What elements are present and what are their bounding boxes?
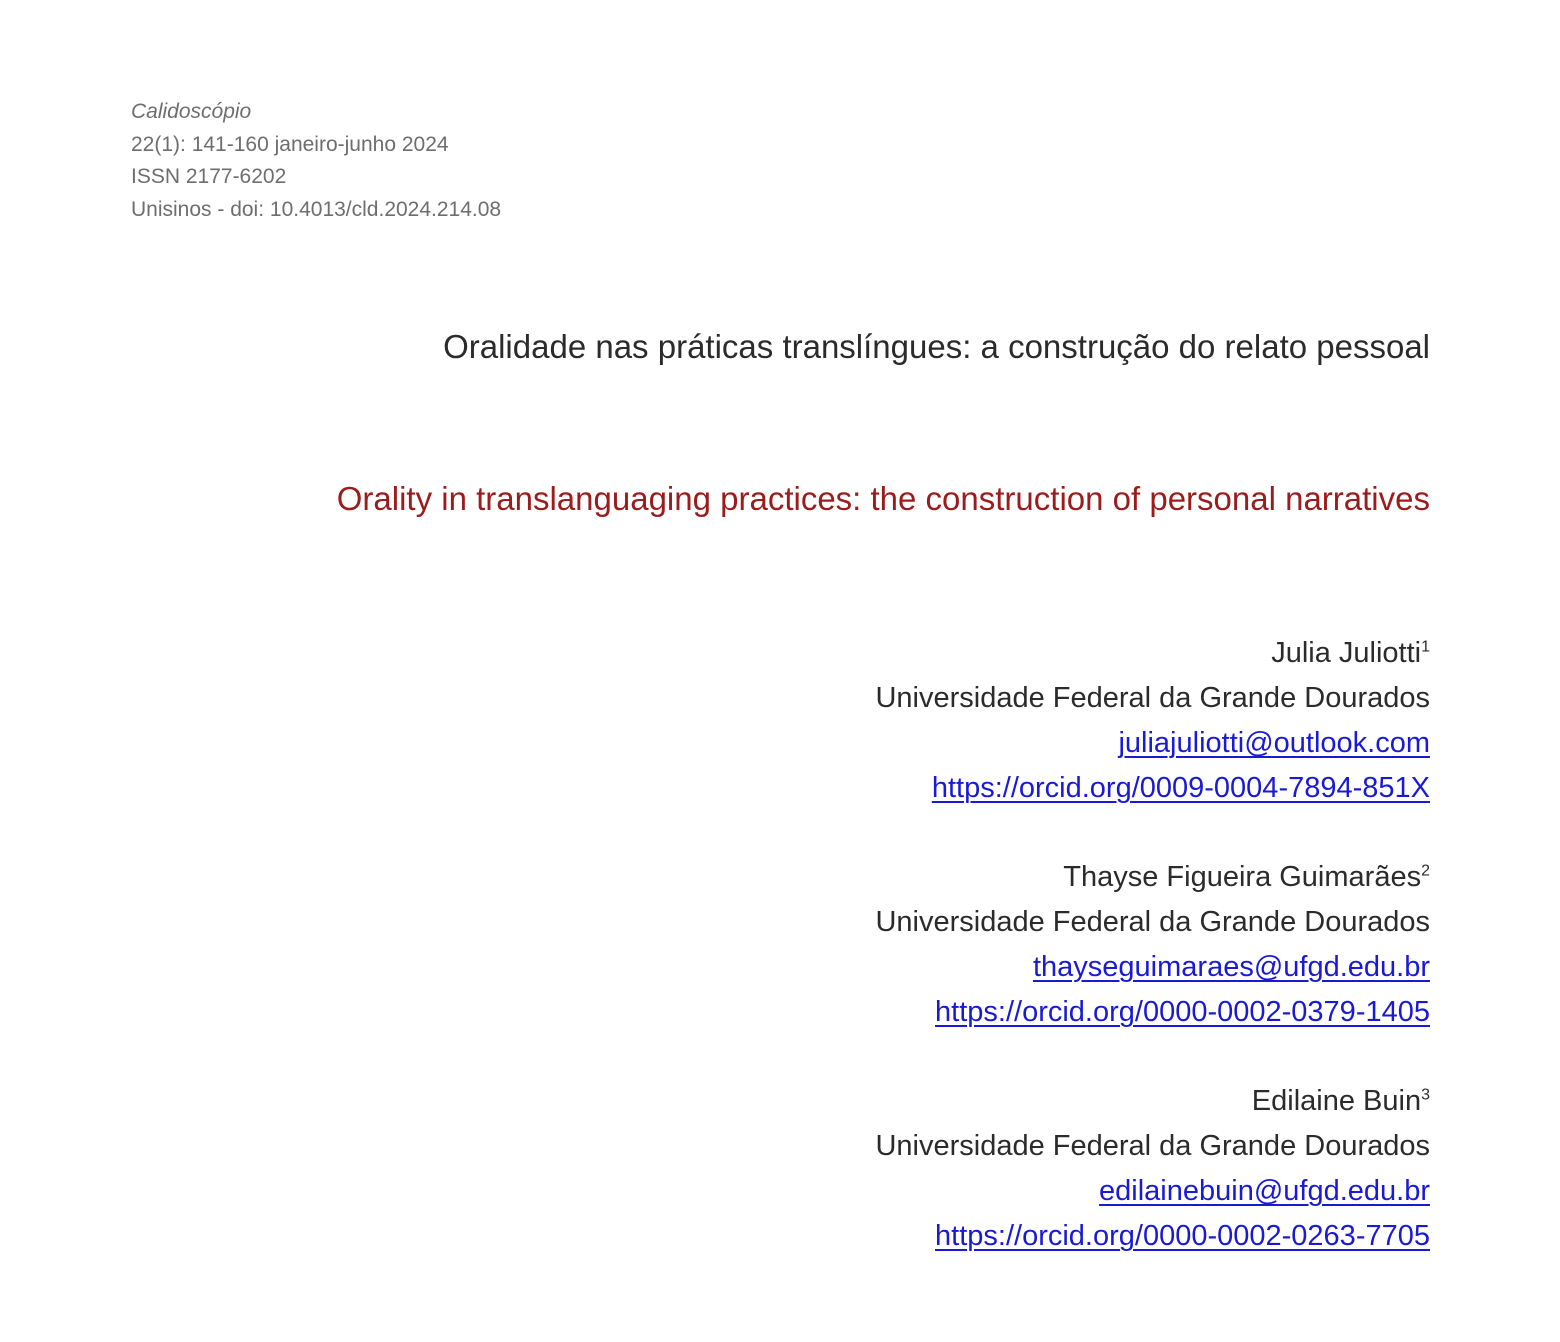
journal-header xyxy=(131,96,501,226)
author-affiliation: Universidade Federal da Grande Dourados xyxy=(875,1130,1430,1162)
author-name: Edilaine Buin xyxy=(1251,1085,1422,1117)
author-name: Julia Juliotti xyxy=(1271,637,1422,669)
author-name-line xyxy=(670,855,1430,900)
author-orcid-link[interactable]: https://orcid.org/0009-0004-7894-851X xyxy=(931,772,1430,804)
article-title-portuguese: Oralidade nas práticas translíngues: a construção do relato pessoal xyxy=(443,328,1430,365)
author-name-line xyxy=(670,631,1430,676)
author-email-link[interactable]: juliajuliotti@outlook.com xyxy=(1118,727,1430,759)
author-email-link[interactable]: edilainebuin@ufgd.edu.br xyxy=(1099,1175,1430,1207)
author-affiliation: Universidade Federal da Grande Dourados xyxy=(875,682,1430,714)
author-name-line xyxy=(670,1079,1430,1124)
journal-name: Calidoscópio xyxy=(131,100,252,123)
authors-section xyxy=(670,631,1430,1303)
author-orcid-link[interactable]: https://orcid.org/0000-0002-0263-7705 xyxy=(935,1220,1430,1252)
journal-issue: 22(1): 141-160 janeiro-junho 2024 xyxy=(131,132,449,156)
author-block xyxy=(670,1079,1430,1259)
footnote-marker[interactable]: 3 xyxy=(1421,1086,1430,1104)
author-block xyxy=(670,631,1430,811)
footnote-marker[interactable]: 1 xyxy=(1421,638,1430,656)
journal-doi: Unisinos - doi: 10.4013/cld.2024.214.08 xyxy=(131,197,502,221)
author-orcid-link[interactable]: https://orcid.org/0000-0002-0379-1405 xyxy=(935,996,1430,1028)
author-block xyxy=(670,855,1430,1035)
author-affiliation: Universidade Federal da Grande Dourados xyxy=(875,906,1430,938)
author-name: Thayse Figueira Guimarães xyxy=(1063,861,1422,893)
journal-issn: ISSN 2177-6202 xyxy=(131,165,287,188)
footnote-marker[interactable]: 2 xyxy=(1421,862,1430,880)
author-email-link[interactable]: thayseguimaraes@ufgd.edu.br xyxy=(1032,951,1430,983)
article-title-english: Orality in translanguaging practices: the construction of personal narratives xyxy=(336,480,1430,517)
